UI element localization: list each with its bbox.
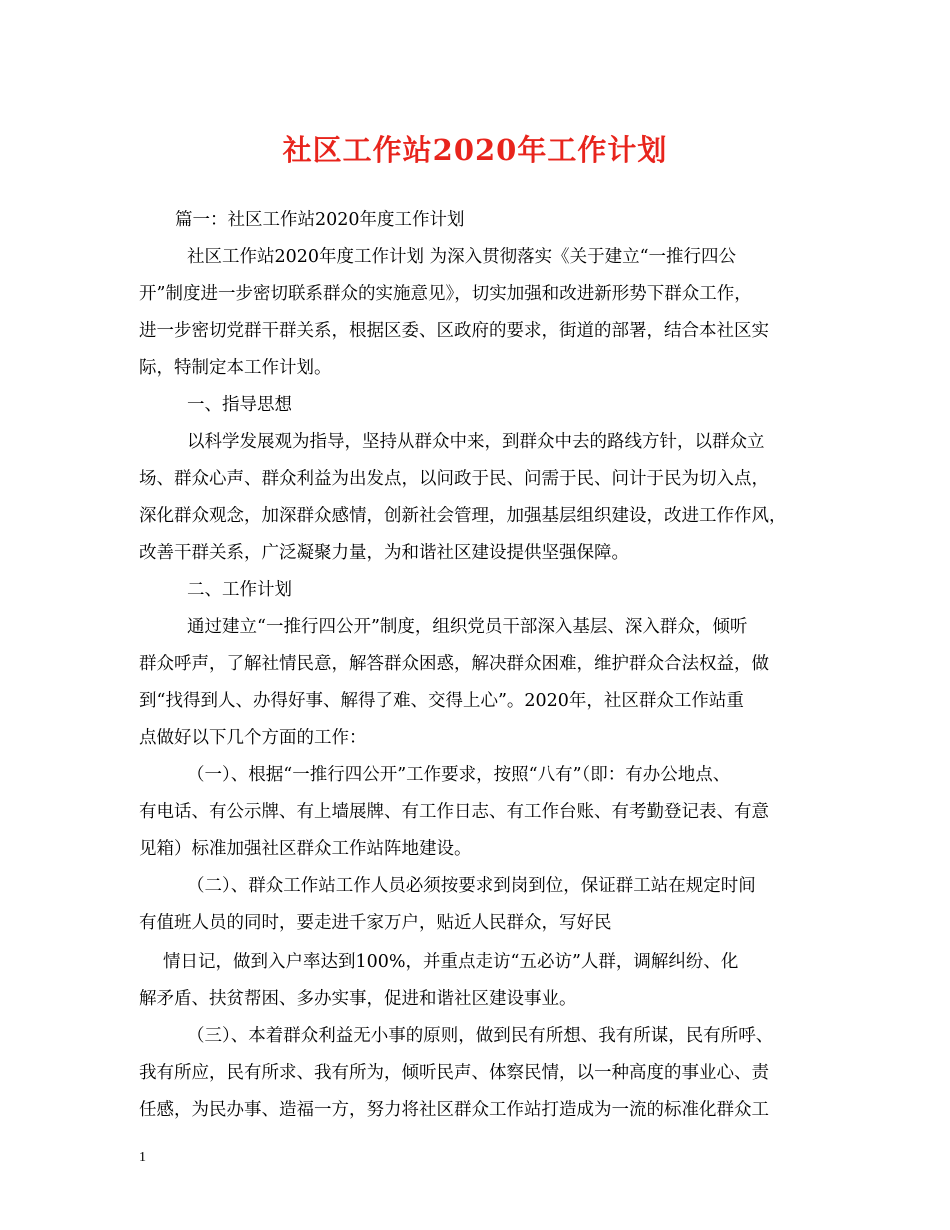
body-line: 社区工作站2020年度工作计划 为深入贯彻落实《关于建立“一推行四公 [187,247,737,267]
body-line: 见箱）标准加强社区群众工作站阵地建设。 [139,839,472,859]
body-line: 有值班人员的同时，要走进千家万户，贴近人民群众，写好民 [139,913,612,933]
section-heading: 一、指导思想 [187,395,292,415]
body-line: （二）、群众工作站工作人员必须按要求到岗到位，保证群工站在规定时间 [187,876,756,896]
body-line: 我有所应，民有所求、我有所为，倾听民声、体察民情，以一种高度的事业心、责 [139,1063,769,1083]
body-line: 篇一：社区工作站2020年度工作计划 [175,210,465,230]
body-line: 任感，为民办事、造福一方，努力将社区群众工作站打造成为一流的标准化群众工 [139,1100,769,1120]
body-line: （一）、根据“一推行四公开”工作要求，按照“八有”（即：有办公地点、 [187,765,731,785]
document-title: 社区工作站2020年工作计划 [282,133,668,167]
body-line: 深化群众观念，加深群众感情，创新社会管理，加强基层组织建设，改进工作作风， [139,506,787,526]
body-line: 群众呼声，了解社情民意，解答群众困惑，解决群众困难，维护群众合法权益，做 [139,654,769,674]
body-line: 场、群众心声、群众利益为出发点，以问政于民、问需于民、问计于民为切入点， [139,469,769,489]
body-line: 开”制度进一步密切联系群众的实施意见》，切实加强和改进新形势下群众工作， [139,284,752,304]
body-line: 情日记，做到入户率达到100%，并重点走访“五必访”人群，调解纠纷、化 [163,952,739,972]
body-line: 际，特制定本工作计划。 [139,358,332,378]
body-line: 以科学发展观为指导，坚持从群众中来，到群众中去的路线方针，以群众立 [187,432,765,452]
body-line: 改善干群关系，广泛凝聚力量，为和谐社区建设提供坚强保障。 [139,543,629,563]
body-line: 通过建立“一推行四公开”制度，组织党员干部深入基层、深入群众，倾听 [187,617,748,637]
body-line: 有电话、有公示牌、有上墙展牌、有工作日志、有工作台账、有考勤登记表、有意 [139,802,769,822]
body-line: 进一步密切党群干群关系，根据区委、区政府的要求，街道的部署，结合本社区实 [139,321,769,341]
body-line: 到“找得到人、办得好事、解得了难、交得上心”。2020年，社区群众工作站重 [139,691,744,711]
body-line: 点做好以下几个方面的工作： [139,728,367,748]
body-line: 解矛盾、扶贫帮困、多办实事，促进和谐社区建设事业。 [139,989,577,1009]
section-heading: 二、工作计划 [187,580,292,600]
page-number: 1 [139,1150,146,1165]
body-line: （三）、本着群众利益无小事的原则，做到民有所想、我有所谋，民有所呼、 [187,1026,774,1046]
